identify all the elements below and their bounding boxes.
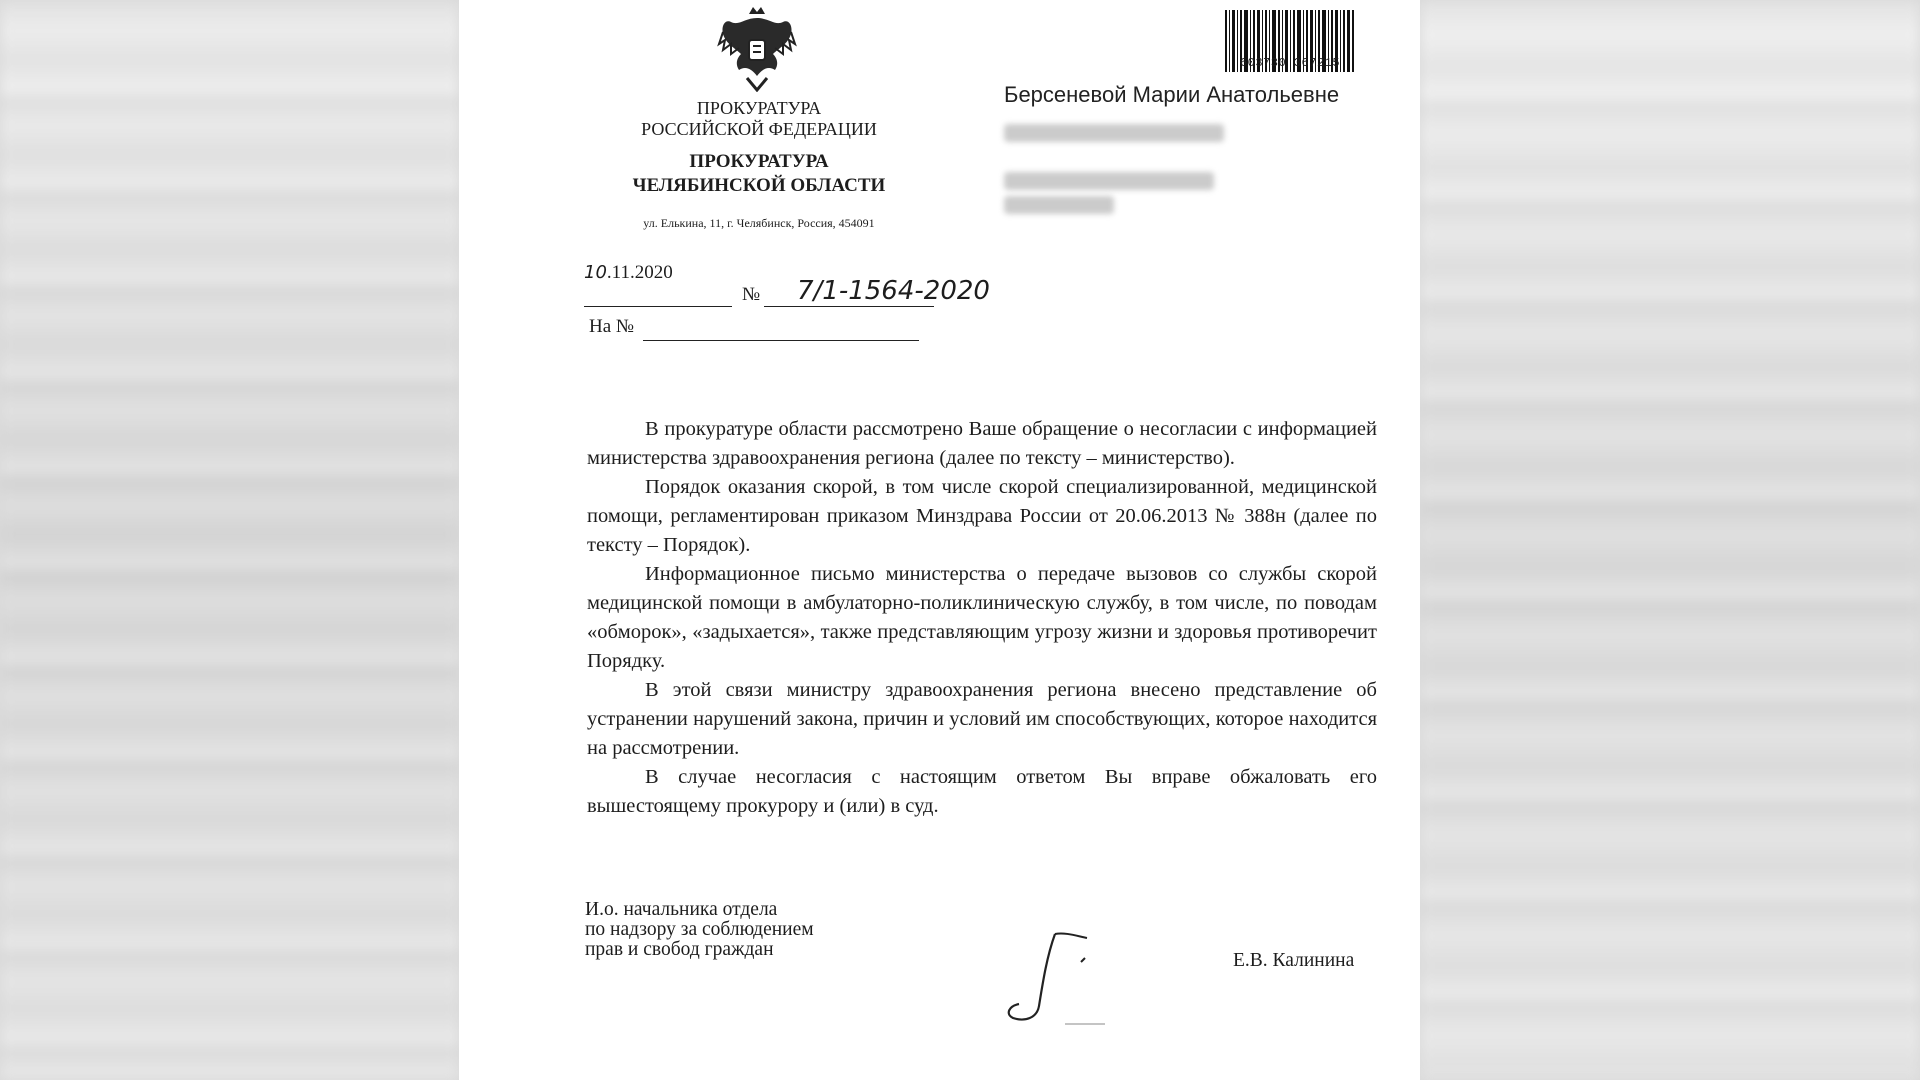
date-underline bbox=[584, 306, 732, 307]
signer-name: Е.В. Калинина bbox=[1233, 950, 1355, 971]
agency-name-header: ПРОКУРАТУРА ЧЕЛЯБИНСКОЙ ОБЛАСТИ bbox=[632, 151, 886, 196]
coat-of-arms-icon bbox=[717, 4, 797, 92]
barcode-number: 603730 367215 bbox=[1239, 56, 1341, 70]
reply-to-label: На № bbox=[589, 316, 635, 337]
blurred-background-right bbox=[1420, 0, 1920, 1080]
redacted-line bbox=[1004, 172, 1214, 190]
recipient-name: Берсеневой Марии Анатольевне bbox=[1004, 82, 1340, 107]
paragraph: Информационное письмо министерства о передаче вызовов со службы скорой медицинской помощи в амбулаторно-поликлиническую службу, в том числе, по поводам «обморок», «задыхается», также представляющим угрозу жизни и здоровья противоречит Порядку. bbox=[587, 563, 1377, 672]
handwritten-day: 10 bbox=[584, 262, 607, 283]
redacted-line bbox=[1004, 196, 1114, 214]
number-underline bbox=[764, 306, 934, 307]
paragraph: В прокуратуре области рассмотрено Ваше обращение о несогласии с информацией министерства здравоохранения региона (далее по тексту – министерство). bbox=[587, 418, 1377, 469]
agency-address: ул. Елькина, 11, г. Челябинск, Россия, 454091 bbox=[643, 216, 875, 230]
letter-body bbox=[587, 415, 1377, 821]
agency-parent-header: ПРОКУРАТУРА РОССИЙСКОЙ ФЕДЕРАЦИИ bbox=[641, 98, 877, 139]
letter-date: 10.11.2020 bbox=[584, 262, 673, 283]
reply-to-underline bbox=[643, 340, 919, 341]
paragraph: В случае несогласия с настоящим ответом Вы вправе обжаловать его вышестоящему прокурору и (или) в суд. bbox=[587, 766, 1377, 817]
signer-title: И.о. начальника отдела по надзору за соблюдением прав и свобод граждан bbox=[585, 899, 814, 960]
letter-page bbox=[459, 0, 1420, 1080]
paragraph: Порядок оказания скорой, в том числе скорой специализированной, медицинской помощи, регламентирован приказом Минздрава России от 20.06.2013 № 388н (далее по тексту – Порядок). bbox=[587, 476, 1377, 556]
blurred-background-left bbox=[0, 0, 459, 1080]
redacted-line bbox=[1004, 124, 1224, 142]
number-label: № bbox=[742, 284, 761, 305]
signature-icon bbox=[995, 926, 1105, 1026]
letter-number: 7/1-1564-2020 bbox=[797, 276, 990, 306]
paragraph: В этой связи министру здравоохранения региона внесено представление об устранении нарушений закона, причин и условий им способствующих, которое находится на рассмотрении. bbox=[587, 679, 1377, 759]
